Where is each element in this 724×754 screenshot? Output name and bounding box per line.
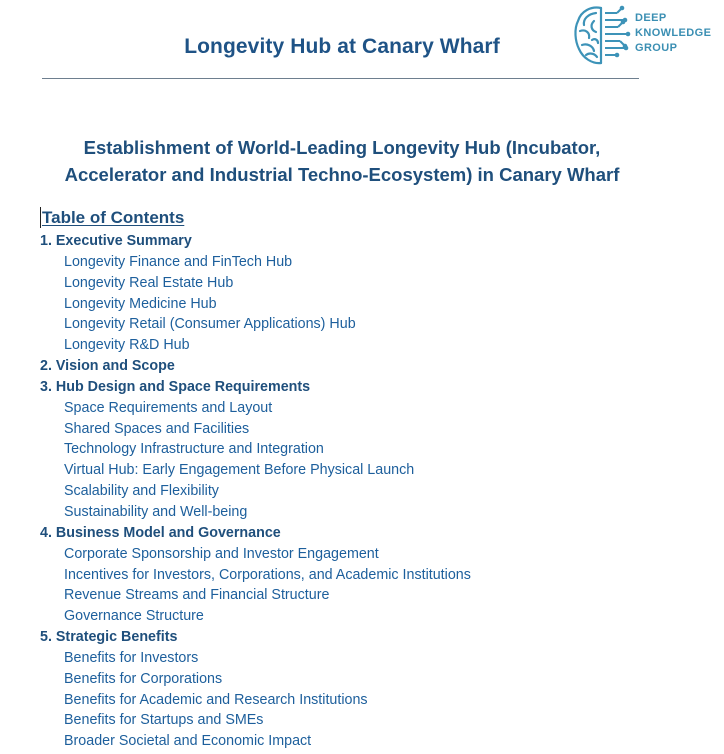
logo-line-knowledge: KNOWLEDGE <box>635 27 712 39</box>
toc-subsection-link[interactable]: Benefits for Startups and SMEs <box>64 712 264 729</box>
toc-section-link[interactable]: 2. Vision and Scope <box>40 358 175 375</box>
toc-subsection-link[interactable]: Virtual Hub: Early Engagement Before Physical Launch <box>64 462 415 479</box>
toc-subsection-link[interactable]: Scalability and Flexibility <box>64 483 219 500</box>
toc-subsection-link[interactable]: Space Requirements and Layout <box>64 399 273 416</box>
logo-line-group: GROUP <box>635 42 678 54</box>
table-of-contents <box>40 231 471 752</box>
toc-subsection-link[interactable]: Sustainability and Well-being <box>64 503 248 520</box>
toc-section-link[interactable]: 4. Business Model and Governance <box>40 524 281 541</box>
toc-subsection-link[interactable]: Governance Structure <box>64 608 204 625</box>
toc-subsection-link[interactable]: Corporate Sponsorship and Investor Engagement <box>64 545 379 562</box>
header-title: Longevity Hub at Canary Wharf <box>184 35 500 58</box>
brain-circuit-icon <box>572 3 632 67</box>
toc-subsection-link[interactable]: Longevity Retail (Consumer Applications) Hub <box>64 316 356 333</box>
toc-subsection-link[interactable]: Benefits for Academic and Research Institutions <box>64 691 368 708</box>
toc-subsection-link[interactable]: Revenue Streams and Financial Structure <box>64 587 330 604</box>
deep-knowledge-group-logo <box>572 3 722 69</box>
toc-section-link[interactable]: 3. Hub Design and Space Requirements <box>40 378 311 395</box>
toc-heading[interactable]: Table of Contents <box>42 208 185 227</box>
document-title <box>0 134 684 188</box>
toc-subsection-link[interactable]: Benefits for Investors <box>64 649 199 666</box>
header-divider <box>42 78 639 79</box>
document-title-line-1: Establishment of World-Leading Longevity Hub (Incubator, <box>83 137 601 158</box>
toc-subsection-link[interactable]: Shared Spaces and Facilities <box>64 420 250 437</box>
toc-section-link[interactable]: 1. Executive Summary <box>40 233 192 249</box>
toc-subsection-link[interactable]: Longevity Real Estate Hub <box>64 274 234 291</box>
toc-subsection-link[interactable]: Technology Infrastructure and Integration <box>64 441 324 458</box>
logo-wordmark <box>635 11 711 56</box>
toc-subsection-link[interactable]: Incentives for Investors, Corporations, and Academic Institutions <box>64 566 471 583</box>
toc-subsection-link[interactable]: Longevity Medicine Hub <box>64 295 217 312</box>
toc-subsection-link[interactable]: Broader Societal and Economic Impact <box>64 733 312 750</box>
toc-subsection-link[interactable]: Longevity Finance and FinTech Hub <box>64 253 293 270</box>
logo-line-deep: DEEP <box>635 12 667 24</box>
toc-subsection-link[interactable]: Longevity R&D Hub <box>64 337 190 354</box>
toc-section-link[interactable]: 5. Strategic Benefits <box>40 629 178 646</box>
document-title-line-2: Accelerator and Industrial Techno-Ecosystem) in Canary Wharf <box>64 164 620 185</box>
toc-subsection-link[interactable]: Benefits for Corporations <box>64 670 223 687</box>
